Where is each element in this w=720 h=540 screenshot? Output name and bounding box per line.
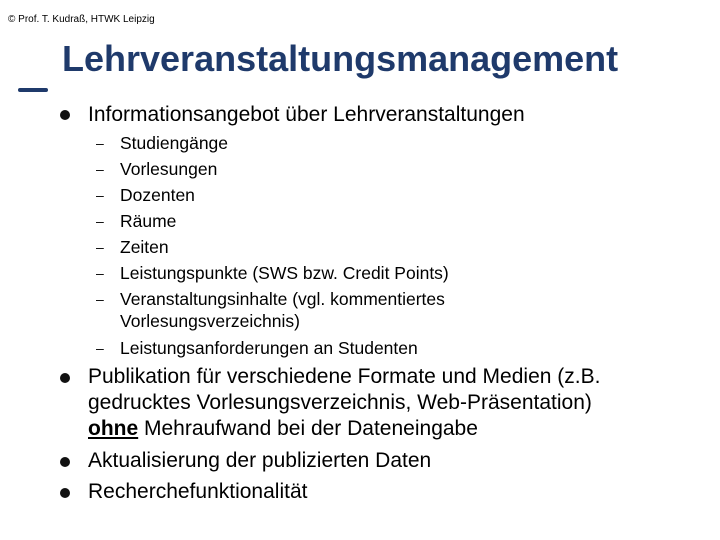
dash-icon: – [96,187,104,203]
subitem-dozenten: Dozenten [120,185,195,205]
bullet-icon [60,110,70,120]
bullet-item-publication-line3 [88,416,478,442]
subitem-studiengaenge: Studiengänge [120,133,229,153]
subitem-veranstaltungsinhalte: Veranstaltungsinhalte (vgl. kommentiertes [120,289,445,309]
bullet-item-information-offer: Informationsangebot über Lehrveranstaltungen [88,103,525,126]
bullet-icon [60,457,70,467]
bullet-icon [60,373,70,383]
bullet-icon [60,488,70,498]
subitem-leistungspunkte: Leistungspunkte (SWS bzw. Credit Points) [120,263,449,283]
bullet-item-publication-line2: gedrucktes Vorlesungsverzeichnis, Web-Präsentation) [88,391,592,414]
bullet-item-update: Aktualisierung der publizierten Daten [88,449,432,472]
subitem-leistungsanforderungen: Leistungsanforderungen an Studenten [120,338,418,358]
publication-line3-rest: Mehraufwand bei der Dateneingabe [138,417,478,440]
bullet-item-publication-line1: Publikation für verschiedene Formate und Medien (z.B. [88,365,601,388]
dash-icon: – [96,265,104,281]
title-accent-rule [18,88,48,92]
dash-icon: – [96,161,104,177]
dash-icon: – [96,340,104,356]
dash-icon: – [96,239,104,255]
subitem-raeume: Räume [120,211,177,231]
slide-title: Lehrveranstaltungsmanagement [62,38,619,79]
copyright-note: © Prof. T. Kudraß, HTWK Leipzig [8,14,155,25]
bullet-item-search: Recherchefunktionalität [88,480,308,503]
dash-icon: – [96,213,104,229]
subitem-vorlesungen: Vorlesungen [120,159,218,179]
subitem-zeiten: Zeiten [120,237,169,257]
dash-icon: – [96,291,104,307]
dash-icon: – [96,135,104,151]
emphasis-ohne: ohne [88,417,139,440]
subitem-veranstaltungsinhalte-cont: Vorlesungsverzeichnis) [120,311,300,331]
